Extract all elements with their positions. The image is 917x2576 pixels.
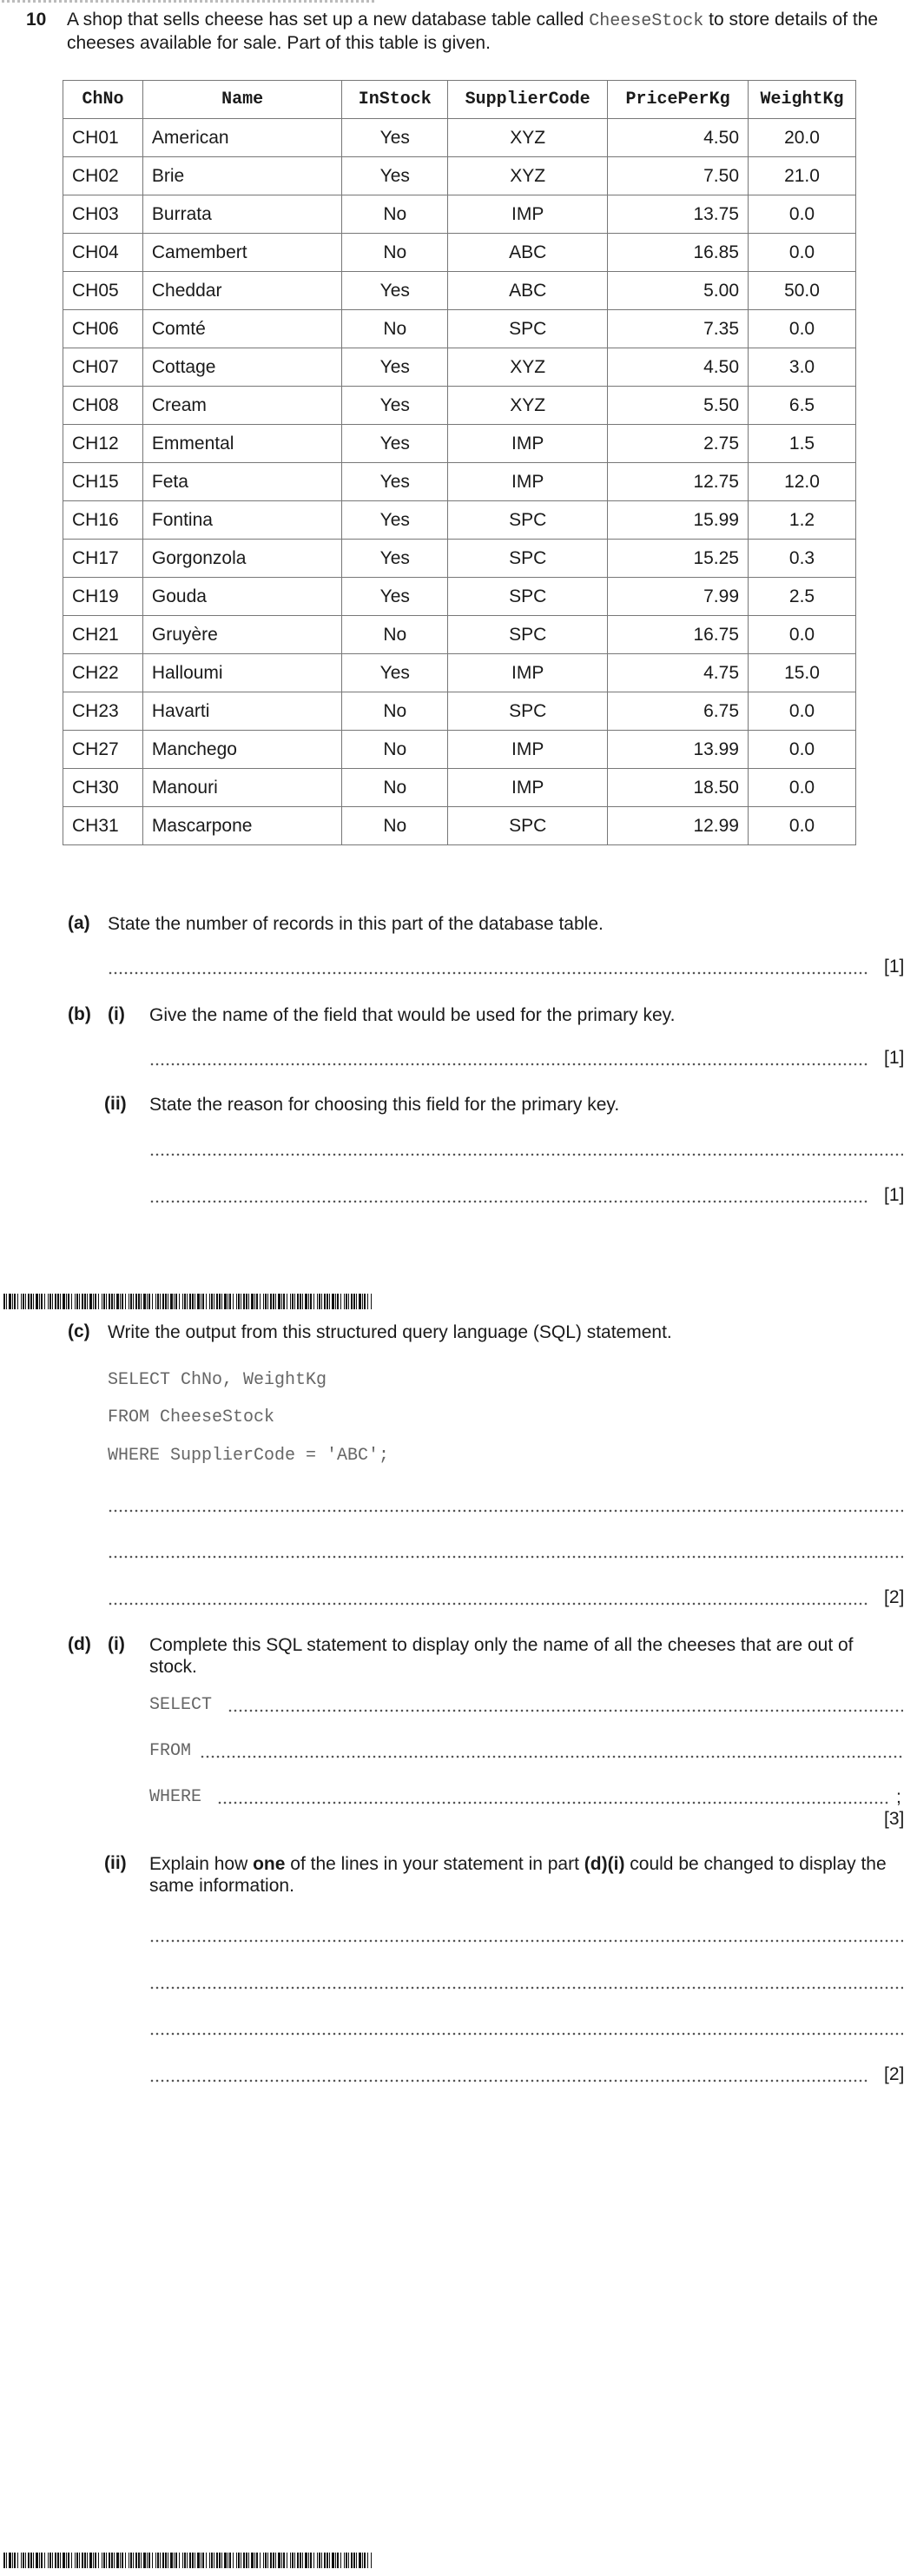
- part-a-marks: [1]: [884, 957, 905, 977]
- table-cell: 13.75: [608, 195, 749, 234]
- part-d-ii-marks: [2]: [884, 2064, 905, 2084]
- part-b-label: (b): [68, 1004, 91, 1024]
- table-cell: CH12: [63, 425, 143, 463]
- table-cell: 0.0: [749, 731, 856, 769]
- table-cell: ABC: [448, 272, 608, 310]
- table-cell: XYZ: [448, 387, 608, 425]
- sql-line-2: FROM CheeseStock: [108, 1407, 275, 1427]
- table-cell: 1.5: [749, 425, 856, 463]
- column-header: Name: [142, 81, 341, 119]
- table-row: [63, 310, 856, 348]
- header-strip: [2, 0, 375, 3]
- table-cell: 4.50: [608, 348, 749, 387]
- table-cell: Yes: [342, 654, 448, 692]
- answer-line[interactable]: [149, 1986, 903, 1990]
- table-cell: IMP: [448, 769, 608, 807]
- table-cell: CH01: [63, 119, 143, 157]
- table-row: [63, 234, 856, 272]
- table-row: [63, 463, 856, 501]
- part-d-i-label: (i): [108, 1634, 125, 1654]
- table-cell: IMP: [448, 425, 608, 463]
- part-d-i-marks: [3]: [884, 1809, 905, 1829]
- table-cell: XYZ: [448, 348, 608, 387]
- table-cell: CH05: [63, 272, 143, 310]
- table-cell: CH15: [63, 463, 143, 501]
- table-cell: 5.00: [608, 272, 749, 310]
- table-cell: 15.0: [749, 654, 856, 692]
- table-cell: Havarti: [142, 692, 341, 731]
- table-cell: No: [342, 692, 448, 731]
- part-c-marks: [2]: [884, 1587, 905, 1607]
- table-cell: IMP: [448, 731, 608, 769]
- part-b-ii-text: State the reason for choosing this field for the primary key.: [149, 1095, 620, 1115]
- table-cell: 7.50: [608, 157, 749, 195]
- table-cell: No: [342, 195, 448, 234]
- part-d-ii-text: Explain how one of the lines in your statement in part (d)(i) could be changed to display the same information.: [149, 1854, 887, 1896]
- table-cell: Cheddar: [142, 272, 341, 310]
- column-header: InStock: [342, 81, 448, 119]
- table-cell: 13.99: [608, 731, 749, 769]
- table-row: [63, 119, 856, 157]
- table-row: [63, 195, 856, 234]
- table-cell: 12.0: [749, 463, 856, 501]
- table-cell: No: [342, 731, 448, 769]
- table-cell: 0.0: [749, 234, 856, 272]
- table-cell: 2.5: [749, 578, 856, 616]
- table-row: [63, 501, 856, 540]
- answer-line[interactable]: [149, 1153, 903, 1156]
- table-cell: Yes: [342, 272, 448, 310]
- answer-line[interactable]: [108, 1509, 903, 1513]
- table-cell: IMP: [448, 654, 608, 692]
- answer-line[interactable]: [149, 1200, 868, 1203]
- question-text: A shop that sells cheese has set up a new database table called CheeseStock to store details of the cheeses available for sale. Part of this table is given.: [67, 10, 879, 53]
- table-cell: 50.0: [749, 272, 856, 310]
- table-cell: 0.3: [749, 540, 856, 578]
- table-cell: 7.99: [608, 578, 749, 616]
- table-row: [63, 616, 856, 654]
- barcode: [3, 2553, 372, 2568]
- cheese-stock-table: [63, 80, 856, 845]
- table-cell: Feta: [142, 463, 341, 501]
- table-row: [63, 425, 856, 463]
- table-cell: Yes: [342, 348, 448, 387]
- where-answer-line[interactable]: [217, 1801, 889, 1805]
- table-row: [63, 692, 856, 731]
- table-cell: 16.75: [608, 616, 749, 654]
- table-cell: Yes: [342, 425, 448, 463]
- table-cell: CH30: [63, 769, 143, 807]
- table-cell: CH06: [63, 310, 143, 348]
- table-cell: SPC: [448, 578, 608, 616]
- table-cell: SPC: [448, 616, 608, 654]
- part-b-i-text: Give the name of the field that would be used for the primary key.: [149, 1005, 676, 1025]
- table-row: [63, 157, 856, 195]
- table-cell: Burrata: [142, 195, 341, 234]
- table-cell: CH04: [63, 234, 143, 272]
- table-cell: CH02: [63, 157, 143, 195]
- answer-line[interactable]: [108, 971, 868, 975]
- table-cell: 3.0: [749, 348, 856, 387]
- table-row: [63, 731, 856, 769]
- table-cell: 0.0: [749, 807, 856, 845]
- table-cell: Gouda: [142, 578, 341, 616]
- table-cell: Manchego: [142, 731, 341, 769]
- table-cell: Yes: [342, 578, 448, 616]
- table-cell: SPC: [448, 540, 608, 578]
- table-cell: No: [342, 310, 448, 348]
- answer-line[interactable]: [108, 1555, 903, 1559]
- table-cell: Cottage: [142, 348, 341, 387]
- table-cell: No: [342, 234, 448, 272]
- column-header: SupplierCode: [448, 81, 608, 119]
- part-b-ii-label: (ii): [104, 1094, 127, 1114]
- table-cell: No: [342, 769, 448, 807]
- table-cell: CH22: [63, 654, 143, 692]
- table-cell: Yes: [342, 157, 448, 195]
- table-row: [63, 272, 856, 310]
- table-cell: 15.25: [608, 540, 749, 578]
- from-answer-line[interactable]: [200, 1755, 903, 1758]
- part-b-i-label: (i): [108, 1004, 125, 1024]
- table-cell: CH07: [63, 348, 143, 387]
- table-cell: XYZ: [448, 157, 608, 195]
- part-a-text: State the number of records in this part of the database table.: [108, 914, 604, 934]
- column-header: ChNo: [63, 81, 143, 119]
- table-cell: CH31: [63, 807, 143, 845]
- table-cell: Gruyère: [142, 616, 341, 654]
- column-header: WeightKg: [749, 81, 856, 119]
- semicolon: ;: [896, 1787, 901, 1807]
- table-row: [63, 807, 856, 845]
- table-cell: Emmental: [142, 425, 341, 463]
- table-cell: Halloumi: [142, 654, 341, 692]
- part-d-ii-label: (ii): [104, 1853, 127, 1873]
- part-d-label: (d): [68, 1634, 91, 1654]
- table-cell: Yes: [342, 540, 448, 578]
- question-intro: [26, 9, 903, 54]
- table-cell: Comté: [142, 310, 341, 348]
- barcode: [3, 1294, 372, 1309]
- part-c-label: (c): [68, 1321, 90, 1341]
- table-cell: Mascarpone: [142, 807, 341, 845]
- table-cell: CH08: [63, 387, 143, 425]
- table-row: [63, 348, 856, 387]
- table-cell: Brie: [142, 157, 341, 195]
- sql-line-3: WHERE SupplierCode = 'ABC';: [108, 1446, 390, 1466]
- table-cell: 4.75: [608, 654, 749, 692]
- table-cell: CH27: [63, 731, 143, 769]
- sql-keyword-from: FROM: [149, 1741, 192, 1761]
- table-cell: SPC: [448, 807, 608, 845]
- table-cell: Manouri: [142, 769, 341, 807]
- sql-keyword-select: SELECT: [149, 1695, 213, 1715]
- answer-line[interactable]: [149, 2079, 868, 2083]
- part-a-label: (a): [68, 913, 90, 933]
- table-cell: CH19: [63, 578, 143, 616]
- answer-line[interactable]: [149, 1939, 903, 1943]
- table-row: [63, 540, 856, 578]
- table-cell: Yes: [342, 463, 448, 501]
- table-cell: Yes: [342, 501, 448, 540]
- table-cell: CH21: [63, 616, 143, 654]
- table-cell: 0.0: [749, 692, 856, 731]
- table-cell: 0.0: [749, 310, 856, 348]
- table-cell: No: [342, 807, 448, 845]
- sql-line-1: SELECT ChNo, WeightKg: [108, 1370, 327, 1390]
- table-cell: Yes: [342, 119, 448, 157]
- table-cell: ABC: [448, 234, 608, 272]
- table-cell: CH23: [63, 692, 143, 731]
- table-cell: SPC: [448, 501, 608, 540]
- table-cell: CH16: [63, 501, 143, 540]
- table-cell: 12.99: [608, 807, 749, 845]
- table-cell: 4.50: [608, 119, 749, 157]
- table-cell: 21.0: [749, 157, 856, 195]
- table-cell: 20.0: [749, 119, 856, 157]
- table-cell: 16.85: [608, 234, 749, 272]
- table-cell: 7.35: [608, 310, 749, 348]
- table-cell: 2.75: [608, 425, 749, 463]
- sql-keyword-where: WHERE: [149, 1787, 202, 1807]
- table-cell: SPC: [448, 692, 608, 731]
- part-b-i-marks: [1]: [884, 1048, 905, 1068]
- table-cell: Gorgonzola: [142, 540, 341, 578]
- column-header: PricePerKg: [608, 81, 749, 119]
- table-cell: Fontina: [142, 501, 341, 540]
- answer-line[interactable]: [149, 1063, 868, 1066]
- table-cell: Yes: [342, 387, 448, 425]
- table-row: [63, 769, 856, 807]
- table-cell: 1.2: [749, 501, 856, 540]
- answer-line[interactable]: [149, 2032, 903, 2036]
- table-cell: IMP: [448, 463, 608, 501]
- table-cell: 6.5: [749, 387, 856, 425]
- table-row: [63, 654, 856, 692]
- table-cell: 15.99: [608, 501, 749, 540]
- table-cell: Camembert: [142, 234, 341, 272]
- table-cell: 0.0: [749, 616, 856, 654]
- table-cell: IMP: [448, 195, 608, 234]
- table-body: [63, 119, 856, 845]
- table-name: CheeseStock: [589, 11, 704, 31]
- table-row: [63, 578, 856, 616]
- select-answer-line[interactable]: [228, 1709, 903, 1712]
- table-cell: 5.50: [608, 387, 749, 425]
- table-cell: Cream: [142, 387, 341, 425]
- table-cell: CH17: [63, 540, 143, 578]
- part-b-ii-marks: [1]: [884, 1185, 905, 1205]
- table-cell: American: [142, 119, 341, 157]
- table-cell: No: [342, 616, 448, 654]
- table-header-row: [63, 81, 856, 119]
- table-cell: 0.0: [749, 769, 856, 807]
- table-row: [63, 387, 856, 425]
- table-cell: 12.75: [608, 463, 749, 501]
- table-cell: CH03: [63, 195, 143, 234]
- table-cell: 6.75: [608, 692, 749, 731]
- table-cell: 0.0: [749, 195, 856, 234]
- table-cell: 18.50: [608, 769, 749, 807]
- question-number: 10: [26, 10, 47, 30]
- part-c-text: Write the output from this structured query language (SQL) statement.: [108, 1322, 672, 1342]
- part-d-i-text: Complete this SQL statement to display only the name of all the cheeses that are out of stock.: [149, 1635, 854, 1677]
- table-cell: XYZ: [448, 119, 608, 157]
- answer-line[interactable]: [108, 1602, 868, 1606]
- table-cell: SPC: [448, 310, 608, 348]
